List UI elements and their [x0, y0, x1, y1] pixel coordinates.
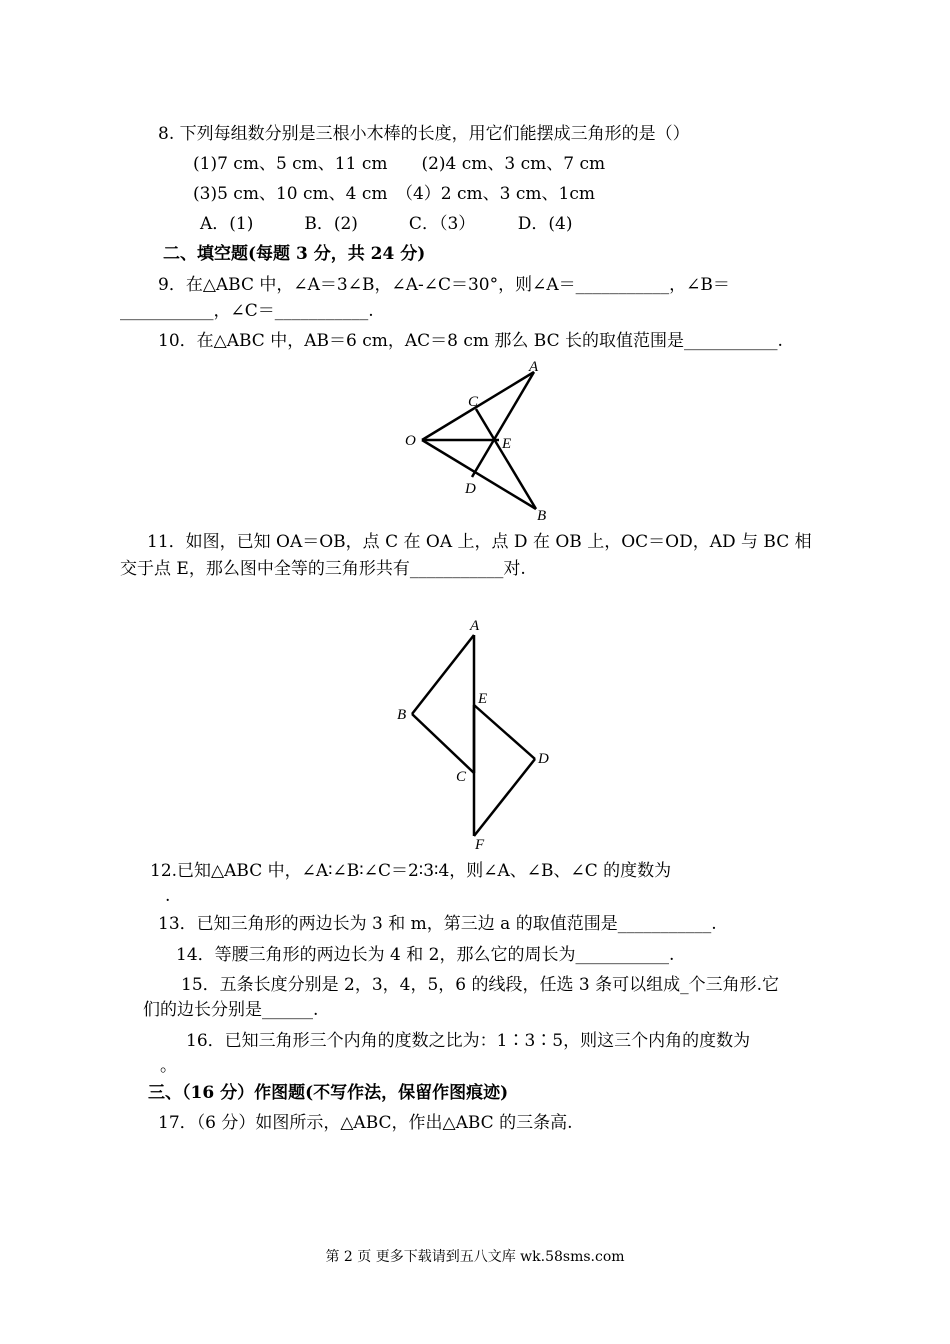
label-E: E [502, 436, 512, 452]
q9-line2: ___________，∠C＝___________. [120, 301, 374, 321]
q16-line1: 16．已知三角形三个内角的度数之比为：1∶3∶5，则这三个内角的度数为 [186, 1031, 751, 1051]
q8-stem: 8. 下列每组数分别是三根小木棒的长度，用它们能摆成三角形的是（） [158, 124, 690, 144]
segment-AD [472, 372, 534, 477]
q8-row1: (1)7 cm、5 cm、11 cm (2)4 cm、3 cm、7 cm [193, 154, 606, 174]
q11-line1: 11．如图，已知 OA＝OB，点 C 在 OA 上，点 D 在 OB 上，OC＝OD，AD 与 BC 相 [147, 532, 812, 552]
figure-1-lines [422, 372, 536, 509]
label-B: B [537, 508, 547, 524]
q15-line1: 15．五条长度分别是 2，3，4，5，6 的线段，任选 3 条可以组成_个三角形.它 [181, 975, 780, 995]
q9-line1: 9．在△ABC 中，∠A＝3∠B，∠A-∠C＝30°，则∠A＝___________，∠B＝ [158, 275, 730, 295]
label-A: A [470, 618, 480, 634]
q15-line2: 们的边长分别是______. [143, 1000, 319, 1020]
q17-text: 17．（6 分）如图所示，△ABC，作出△ABC 的三条高. [158, 1113, 573, 1133]
q14-text: 14．等腰三角形的两边长为 4 和 2，那么它的周长为___________. [176, 945, 675, 965]
section2-title: 二、填空题(每题 3 分，共 24 分) [163, 244, 426, 264]
label-E: E [478, 691, 488, 707]
segment-ED [474, 705, 535, 759]
segment-CB [476, 409, 536, 509]
section3-title: 三、（16 分）作图题(不写作法，保留作图痕迹) [148, 1083, 509, 1103]
segment-BC [412, 714, 474, 773]
q12-line2: . [165, 886, 171, 906]
figure-2-lines [412, 635, 535, 836]
q13-text: 13．已知三角形的两边长为 3 和 m，第三边 a 的取值范围是___________. [158, 914, 717, 934]
label-D: D [538, 751, 549, 767]
figure-2 [385, 610, 565, 855]
q11-line2: 交于点 E，那么图中全等的三角形共有___________对. [120, 559, 526, 579]
label-F: F [475, 837, 485, 853]
q8-row2: (3)5 cm、10 cm、4 cm （4）2 cm、3 cm、1cm [193, 184, 595, 204]
q16-line2: 。 [160, 1056, 177, 1076]
label-C: C [468, 394, 479, 410]
figure-1 [395, 355, 565, 525]
segment-OB [422, 440, 536, 509]
label-A: A [529, 359, 539, 375]
label-D: D [465, 481, 476, 497]
q12-line1: 12.已知△ABC 中，∠A∶∠B∶∠C＝2∶3∶4，则∠A、∠B、∠C 的度数为 [150, 861, 672, 881]
page-footer: 第 2 页 更多下载请到五八文库 wk.58sms.com [325, 1249, 625, 1265]
q8-options: A．(1) B．(2) C．（3） D．(4) [200, 214, 573, 234]
q10-text: 10．在△ABC 中，AB＝6 cm，AC＝8 cm 那么 BC 长的取值范围是___________. [158, 331, 783, 351]
label-C: C [456, 769, 467, 785]
label-O: O [405, 433, 416, 449]
segment-DF [474, 759, 535, 836]
label-B: B [397, 707, 407, 723]
segment-AB [412, 635, 474, 714]
